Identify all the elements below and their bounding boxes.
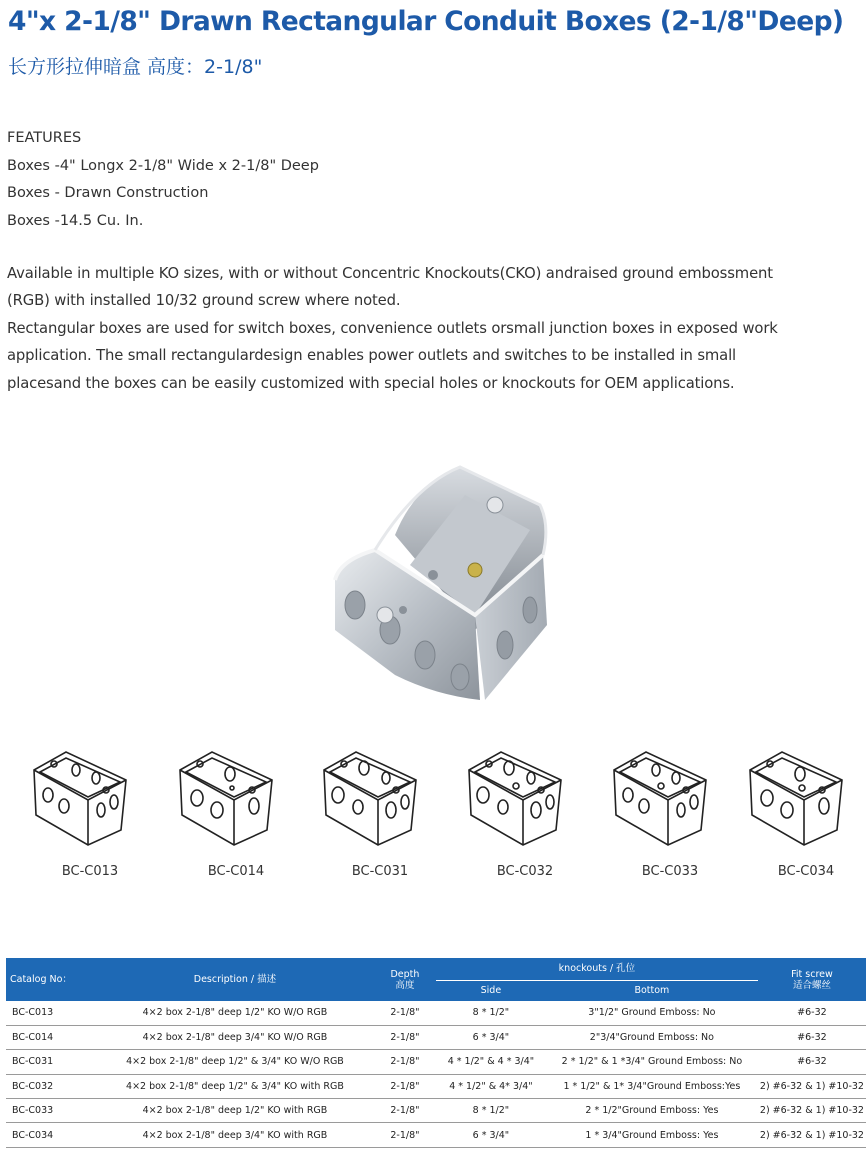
cell-bottom: 2 * 1/2" & 1 *3/4" Ground Emboss: No — [546, 1050, 758, 1074]
cell-depth: 2-1/8" — [374, 1123, 436, 1147]
table-row — [6, 1025, 866, 1049]
cell-bottom: 2"3/4"Ground Emboss: No — [546, 1025, 758, 1049]
header-catalog: Catalog No： — [6, 958, 96, 1001]
header-side: Side — [436, 980, 546, 1001]
header-depth — [374, 958, 436, 1001]
cell-bottom: 3"1/2" Ground Emboss: No — [546, 1001, 758, 1025]
cell-depth: 2-1/8" — [374, 1099, 436, 1123]
cell-catalog: BC-C033 — [6, 1099, 96, 1123]
header-depth-en: Depth — [390, 968, 420, 980]
model-caption: BC-C031 — [351, 864, 409, 879]
cell-screw: #6-32 — [758, 1001, 866, 1025]
cell-catalog: BC-C034 — [6, 1123, 96, 1147]
cell-screw: 2) #6-32 & 1) #10-32 — [758, 1099, 866, 1123]
model-thumbnail — [166, 740, 306, 890]
cell-side: 6 * 3/4" — [436, 1025, 546, 1049]
table-row — [6, 1074, 866, 1098]
spec-table — [6, 958, 866, 1148]
header-knockouts: knockouts / 孔位 — [436, 958, 758, 980]
cell-screw: 2) #6-32 & 1) #10-32 — [758, 1123, 866, 1147]
cell-screw: 2) #6-32 & 1) #10-32 — [758, 1074, 866, 1098]
model-caption: BC-C032 — [496, 864, 554, 879]
feature-line: Boxes -4" Longx 2-1/8" Wide x 2-1/8" Deep — [7, 157, 319, 174]
conduit-box-drawing — [461, 740, 571, 850]
table-row — [6, 1050, 866, 1074]
conduit-box-drawing — [26, 740, 136, 850]
model-caption: BC-C014 — [207, 864, 265, 879]
description-line: application. The small rectangulardesign enables power outlets and switches to be installed in small — [7, 347, 736, 365]
page-title: 4"x 2-1/8" Drawn Rectangular Conduit Boxes (2-1/8"Deep) — [8, 6, 844, 37]
model-caption: BC-C013 — [61, 864, 119, 879]
cell-screw: #6-32 — [758, 1025, 866, 1049]
feature-line: Boxes - Drawn Construction — [7, 185, 209, 201]
description-line: Available in multiple KO sizes, with or without Concentric Knockouts(CKO) andraised ground embossment — [7, 265, 773, 282]
conduit-box-drawing — [742, 740, 852, 850]
table-row — [6, 1123, 866, 1147]
description-line: placesand the boxes can be easily customized with special holes or knockouts for OEM applications. — [7, 374, 735, 392]
conduit-box-drawing — [316, 740, 426, 850]
cell-side: 6 * 3/4" — [436, 1123, 546, 1147]
features-section — [7, 125, 319, 235]
model-thumbnails — [0, 740, 866, 890]
header-description: Description / 描述 — [96, 958, 374, 1001]
cell-catalog: BC-C032 — [6, 1074, 96, 1098]
cell-description: 4×2 box 2-1/8" deep 1/2" KO W/O RGB — [96, 1001, 374, 1025]
header-bottom: Bottom — [546, 980, 758, 1001]
features-heading: FEATURES — [7, 130, 82, 146]
cell-description: 4×2 box 2-1/8" deep 1/2" & 3/4" KO with RGB — [96, 1074, 374, 1098]
model-thumbnail — [310, 740, 450, 890]
cell-description: 4×2 box 2-1/8" deep 1/2" & 3/4" KO W/O RGB — [96, 1050, 374, 1074]
model-caption: BC-C033 — [641, 864, 699, 879]
description-line: (RGB) with installed 10/32 ground screw where noted. — [7, 292, 401, 310]
page-subtitle: 长方形拉伸暗盒 高度：2-1/8" — [8, 56, 263, 78]
model-thumbnail — [455, 740, 595, 890]
model-caption: BC-C034 — [777, 864, 835, 879]
cell-depth: 2-1/8" — [374, 1025, 436, 1049]
cell-depth: 2-1/8" — [374, 1074, 436, 1098]
cell-side: 4 * 1/2" & 4* 3/4" — [436, 1074, 546, 1098]
table-row — [6, 1099, 866, 1123]
description-line: Rectangular boxes are used for switch boxes, convenience outlets orsmall junction boxes in exposed work — [7, 319, 778, 337]
header-fit-screw-en: Fit screw — [791, 968, 833, 980]
cell-description: 4×2 box 2-1/8" deep 1/2" KO with RGB — [96, 1099, 374, 1123]
header-fit-screw — [758, 958, 866, 1001]
cell-depth: 2-1/8" — [374, 1050, 436, 1074]
product-photo — [315, 455, 555, 710]
table-row — [6, 1001, 866, 1025]
conduit-box-drawing — [606, 740, 716, 850]
cell-description: 4×2 box 2-1/8" deep 3/4" KO with RGB — [96, 1123, 374, 1147]
cell-catalog: BC-C031 — [6, 1050, 96, 1074]
cell-screw: #6-32 — [758, 1050, 866, 1074]
cell-side: 8 * 1/2" — [436, 1001, 546, 1025]
cell-side: 4 * 1/2" & 4 * 3/4" — [436, 1050, 546, 1074]
cell-catalog: BC-C014 — [6, 1025, 96, 1049]
cell-bottom: 1 * 1/2" & 1* 3/4"Ground Emboss:Yes — [546, 1074, 758, 1098]
cell-catalog: BC-C013 — [6, 1001, 96, 1025]
cell-description: 4×2 box 2-1/8" deep 3/4" KO W/O RGB — [96, 1025, 374, 1049]
cell-side: 8 * 1/2" — [436, 1099, 546, 1123]
cell-bottom: 2 * 1/2"Ground Emboss: Yes — [546, 1099, 758, 1123]
description-section — [7, 260, 857, 397]
model-thumbnail — [20, 740, 160, 890]
header-depth-cn: 高度 — [395, 979, 415, 991]
model-thumbnail — [736, 740, 866, 890]
cell-bottom: 1 * 3/4"Ground Emboss: Yes — [546, 1123, 758, 1147]
feature-line: Boxes -14.5 Cu. In. — [7, 212, 144, 229]
model-thumbnail — [600, 740, 740, 890]
header-fit-screw-cn: 适合螺丝 — [792, 979, 831, 991]
conduit-box-drawing — [172, 740, 282, 850]
cell-depth: 2-1/8" — [374, 1001, 436, 1025]
